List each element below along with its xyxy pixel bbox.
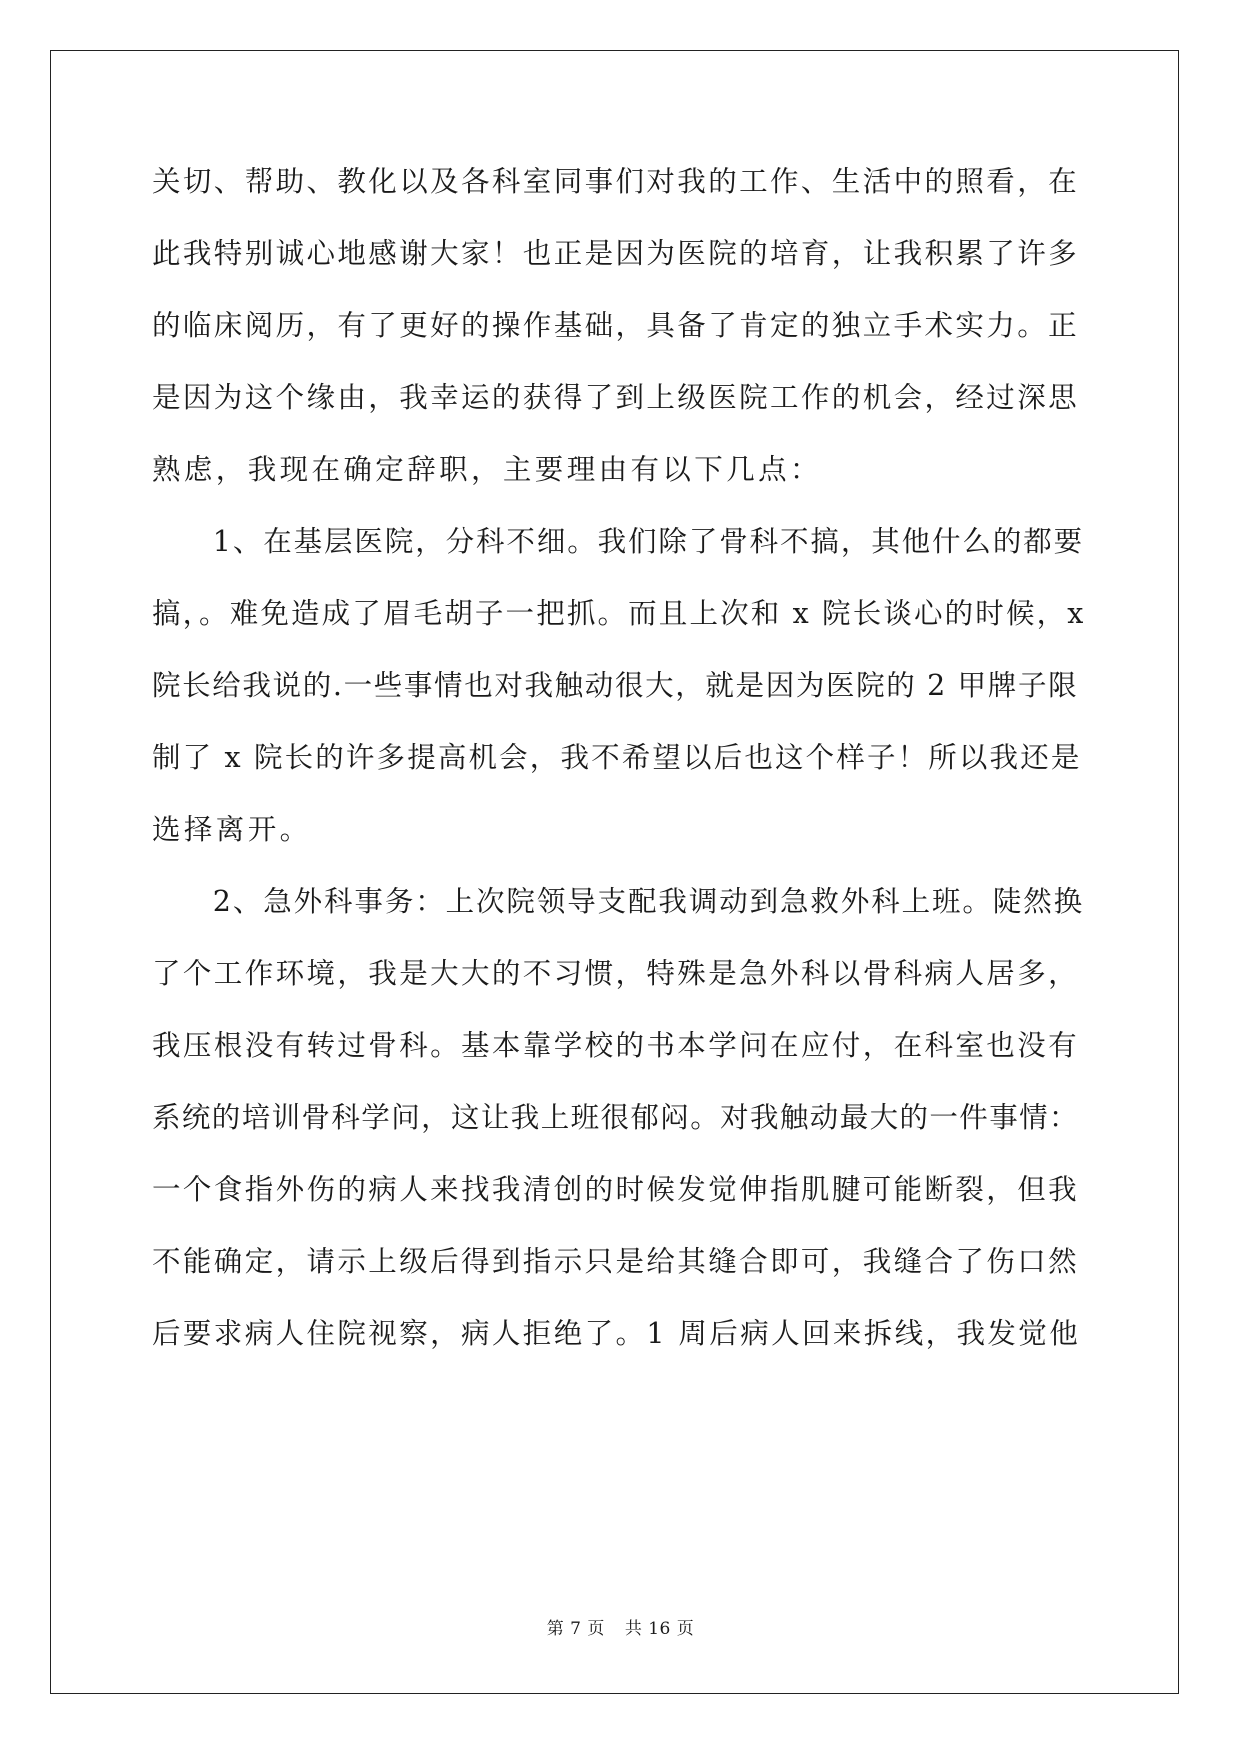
page-number: 第 7 页 <box>546 1619 605 1639</box>
text-line: 一个食指外伤的病人来找我清创的时候发觉伸指肌腱可能断裂，但我 <box>152 1173 1080 1206</box>
text-line: 是因为这个缘由，我幸运的获得了到上级医院工作的机会，经过深思 <box>152 381 1080 414</box>
text-line: 的临床阅历，有了更好的操作基础，具备了肯定的独立手术实力。正 <box>152 309 1080 342</box>
text-line: 选择离开。 <box>152 813 312 846</box>
text-line: 1、在基层医院，分科不细。我们除了骨科不搞，其他什么的都要 <box>152 525 1085 558</box>
text-line: 不能确定，请示上级后得到指示只是给其缝合即可，我缝合了伤口然 <box>152 1245 1080 1278</box>
text-line: 熟虑，我现在确定辞职，主要理由有以下几点： <box>152 453 822 486</box>
text-line: 院长给我说的.一些事情也对我触动很大，就是因为医院的 2 甲牌子限 <box>152 669 1079 702</box>
text-line: 2、急外科事务：上次院领导支配我调动到急救外科上班。陡然换 <box>152 885 1085 918</box>
page-footer <box>0 1614 1241 1639</box>
text-line: 此我特别诚心地感谢大家！也正是因为医院的培育，让我积累了许多 <box>152 237 1080 270</box>
page-border <box>50 50 1179 1694</box>
text-line: 了个工作环境，我是大大的不习惯，特殊是急外科以骨科病人居多， <box>152 957 1080 990</box>
text-line: 关切、帮助、教化以及各科室同事们对我的工作、生活中的照看，在 <box>152 165 1080 198</box>
text-line: 后要求病人住院视察，病人拒绝了。1 周后病人回来拆线，我发觉他 <box>152 1317 1081 1350</box>
text-line: 系统的培训骨科学问，这让我上班很郁闷。对我触动最大的一件事情： <box>152 1101 1079 1134</box>
text-line: 我压根没有转过骨科。基本靠学校的书本学问在应付，在科室也没有 <box>152 1029 1080 1062</box>
page-total: 共 16 页 <box>624 1619 695 1639</box>
text-line: 搞，。难免造成了眉毛胡子一把抓。而且上次和 x 院长谈心的时候，x <box>152 597 1086 630</box>
text-line: 制了 x 院长的许多提高机会，我不希望以后也这个样子！所以我还是 <box>152 741 1082 774</box>
